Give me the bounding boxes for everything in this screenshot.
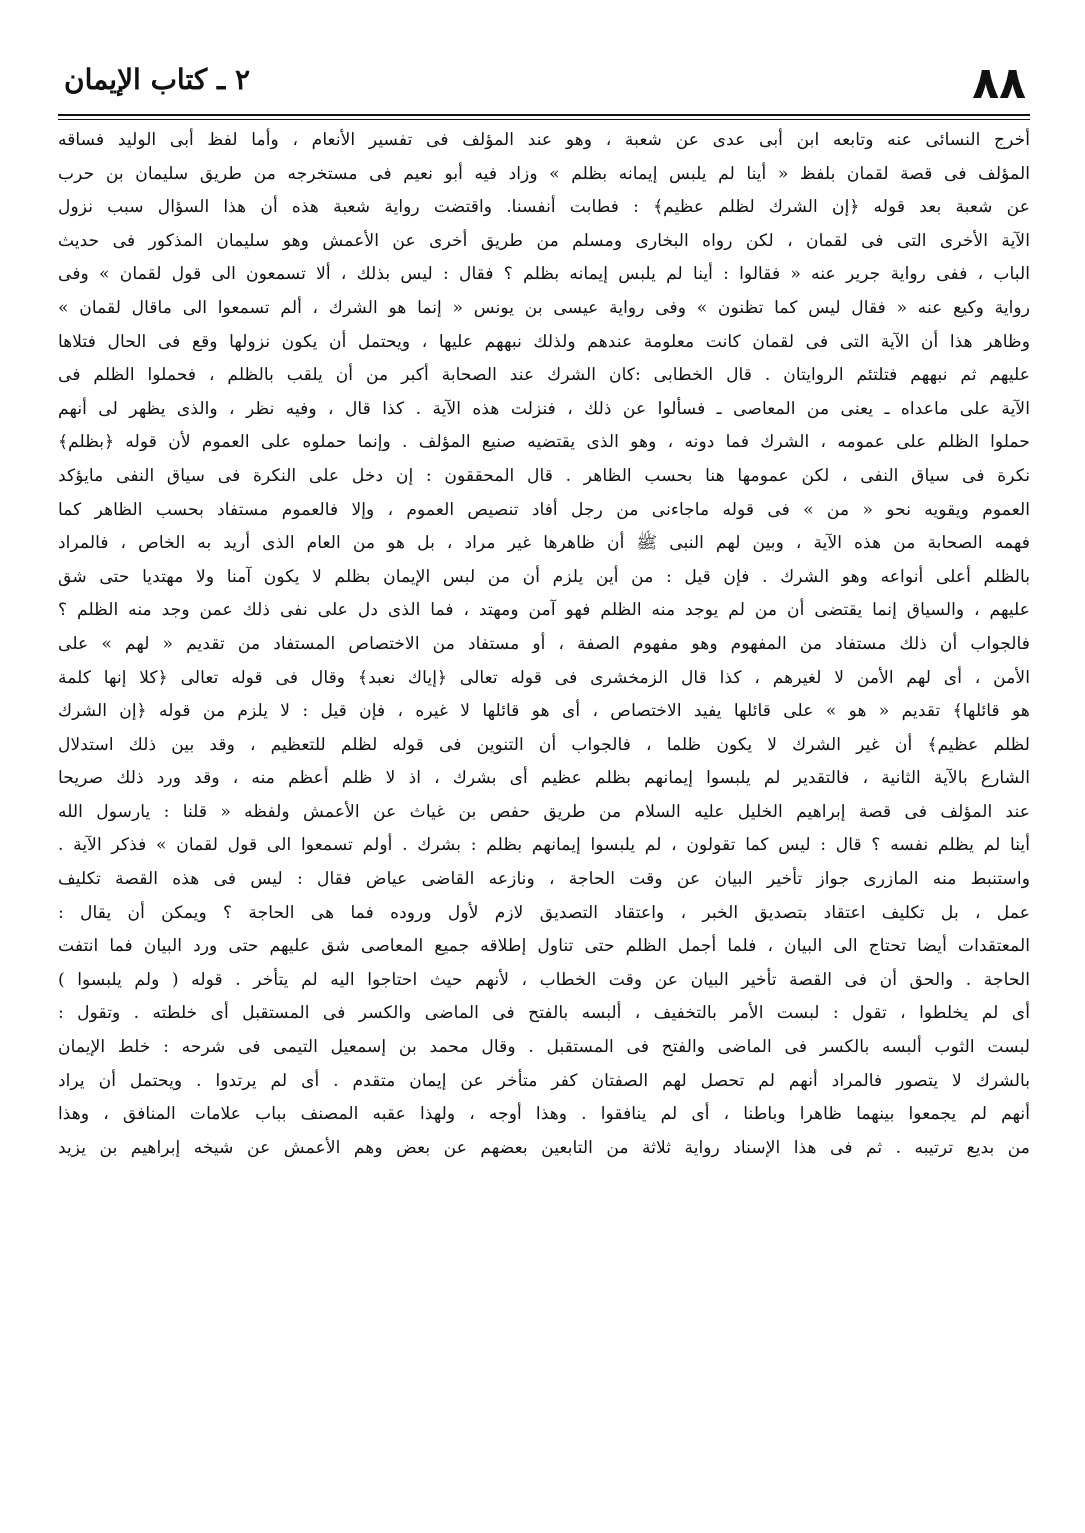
body-text <box>58 124 1030 1165</box>
text-line: عند المؤلف فى قصة إبراهيم الخليل عليه السلام من طريق حفص بن غياث عن الأعمش ولفظه « قلنا : يارسول الله <box>58 801 1030 822</box>
book-title: ٢ ـ كتاب الإيمان <box>64 63 250 96</box>
page-number: ٨٨ <box>972 58 1026 109</box>
text-line: نكرة فى سياق النفى ، لكن عمومها هنا بحسب الظاهر . قال المحققون : إن دخل على النكرة فى سياق النفى مايؤكد <box>58 465 1030 486</box>
text-line: أينا لم يظلم نفسه ؟ قال : ليس كما تقولون ، لم يلبسوا إيمانهم بظلم : بشرك . أولم تسمعوا الى قول لقمان » فذكر الآية . <box>58 835 1030 856</box>
page <box>58 52 1030 1492</box>
text-line: عليهم ثم نبههم فتلتئم الروايتان . قال الخطابى :كان الشرك عند الصحابة أكبر من أن يلقب بالظلم ، فحملوا الظلم فى <box>58 365 1030 386</box>
text-line: لبست الثوب ألبسه بالكسر فى الماضى والفتح فى المستقبل . وقال محمد بن إسمعيل التيمى فى شرحه : خلط الإيمان <box>58 1037 1030 1058</box>
text-line: الحاجة . والحق أن فى القصة تأخير البيان عن وقت الخطاب ، لأنهم حيث احتاجوا اليه لم يتأخر . قوله ( ولم يلبسوا ) <box>58 969 1030 990</box>
text-line: الشارع بالآية الثانية ، فالتقدير لم يلبسوا إيمانهم بظلم عظيم أى بشرك ، اذ لا ظلم أعظم منه ، وقد ورد ذلك صريحا <box>58 768 1030 789</box>
text-line: فالجواب أن ذلك مستفاد من المفهوم وهو مفهوم الصفة ، أو مستفاد من الاختصاص المستفاد من تقديم « لهم » على <box>58 633 1030 654</box>
text-line: بالظلم أعلى أنواعه وهو الشرك . فإن قيل : من أين يلزم أن من لبس الإيمان بظلم لا يكون آمنا ولا مهتديا حتى شق <box>58 566 1030 587</box>
text-line: من بديع ترتيبه . ثم فى هذا الإسناد رواية ثلاثة من التابعين بعضهم عن بعض وهم الأعمش عن شيخه إبراهيم بن يزيد <box>58 1137 1030 1158</box>
text-line: الآية على ماعداه ـ يعنى من المعاصى ـ فسألوا عن ذلك ، فنزلت هذه الآية . كذا قال ، وفيه نظر ، والذى يظهر لى أنهم <box>58 398 1030 419</box>
header-rule <box>58 114 1030 120</box>
text-line: أخرج النسائى عنه وتابعه ابن أبى عدى عن شعبة ، وهو عند المؤلف فى تفسير الأنعام ، وأما لفظ أبى الوليد فساقه <box>58 130 1030 150</box>
text-line: عمل ، بل تكليف اعتقاد بتصديق الخبر ، واعتقاد التصديق لازم لأول وروده فما هى الحاجة ؟ ويمكن أن يقال : <box>58 902 1030 923</box>
text-line: الأمن ، أى لهم الأمن لا لغيرهم ، كذا قال الزمخشرى فى قوله تعالى ﴿إياك نعبد﴾ وقال فى قوله تعالى ﴿كلا إنها كلمة <box>58 667 1030 688</box>
text-line: بالشرك لا يتصور فالمراد أنهم لم تحصل لهم الصفتان كفر متأخر عن إيمان متقدم . أى لم يرتدوا . ويحتمل أن يراد <box>58 1070 1030 1091</box>
text-line: لظلم عظيم﴾ أن غير الشرك لا يكون ظلما ، فالجواب أن التنوين فى قوله لظلم للتعظيم ، وقد بين ذلك استدلال <box>58 734 1030 755</box>
text-line: هو قائلها﴾ تقديم « هو » على قائلها يفيد الاختصاص ، أى هو قائلها لا غيره ، فإن قيل : لا يلزم من قوله ﴿إن الشرك <box>58 701 1030 722</box>
text-line: رواية وكيع عنه « فقال ليس كما تظنون » وفى رواية عيسى بن يونس « إنما هو الشرك ، ألم تسمعوا الى ماقال لقمان » <box>58 297 1030 318</box>
text-line: فهمه الصحابة من هذه الآية ، وبين لهم النبى ﷺ أن ظاهرها غير مراد ، بل هو من العام الذى أريد به الخاص ، فالمراد <box>58 533 1030 554</box>
text-line: الآية الأخرى التى فى لقمان ، لكن رواه البخارى ومسلم من طريق أخرى عن الأعمش وهو سليمان المذكور فى حديث <box>58 230 1030 251</box>
text-line: الباب ، ففى رواية جرير عنه « فقالوا : أينا لم يلبس إيمانه بظلم ؟ فقال : ليس بذلك ، ألا تسمعون الى قول لقمان » وفى <box>58 264 1030 285</box>
running-head <box>58 52 1030 124</box>
text-line: عن شعبة بعد قوله ﴿إن الشرك لظلم عظيم﴾ : فطابت أنفسنا. واقتضت رواية شعبة هذه أن هذا السؤال سبب نزول <box>58 197 1030 218</box>
text-line: المؤلف فى قصة لقمان بلفظ « أينا لم يلبس إيمانه بظلم » وزاد فيه أبو نعيم فى مستخرجه من طريق سليمان بن حرب <box>58 163 1030 184</box>
text-line: أنهم لم يجمعوا بينهما ظاهرا وباطنا ، أى لم ينافقوا . وهذا أوجه ، ولهذا عقبه المصنف بباب علامات المنافق ، وهذا <box>58 1104 1030 1125</box>
text-line: العموم ويقويه نحو « من » فى قوله ماجاءنى من رجل أفاد تنصيص العموم ، وإلا فالعموم مستفاد بحسب الظاهر كما <box>58 499 1030 520</box>
text-line: المعتقدات أيضا تحتاج الى البيان ، فلما أجمل الظلم حتى تناول إطلاقه جميع المعاصى شق عليهم حتى ورد البيان فما انتفت <box>58 936 1030 957</box>
text-line: واستنبط منه المازرى جواز تأخير البيان عن وقت الحاجة ، ونازعه القاضى عياض فقال : ليس فى هذه القصة تكليف <box>58 869 1030 890</box>
text-line: أى لم يخلطوا ، تقول : لبست الأمر بالتخفيف ، ألبسه بالفتح فى الماضى والكسر فى المستقبل أى خلطته . وتقول : <box>58 1003 1030 1024</box>
text-line: وظاهر هذا أن الآية التى فى لقمان كانت معلومة عندهم ولذلك نبههم عليها ، ويحتمل أن يكون نزولها وقع فى الحال فتلاها <box>58 331 1030 352</box>
text-line: عليهم ، والسياق إنما يقتضى أن من لم يوجد منه الظلم فهو آمن ومهتد ، فما الذى دل على نفى ذلك عمن وجد منه الظلم ؟ <box>58 600 1030 621</box>
text-line: حملوا الظلم على عمومه ، الشرك فما دونه ، وهو الذى يقتضيه صنيع المؤلف . وإنما حملوه على العموم لأن قوله ﴿بظلم﴾ <box>58 432 1030 453</box>
